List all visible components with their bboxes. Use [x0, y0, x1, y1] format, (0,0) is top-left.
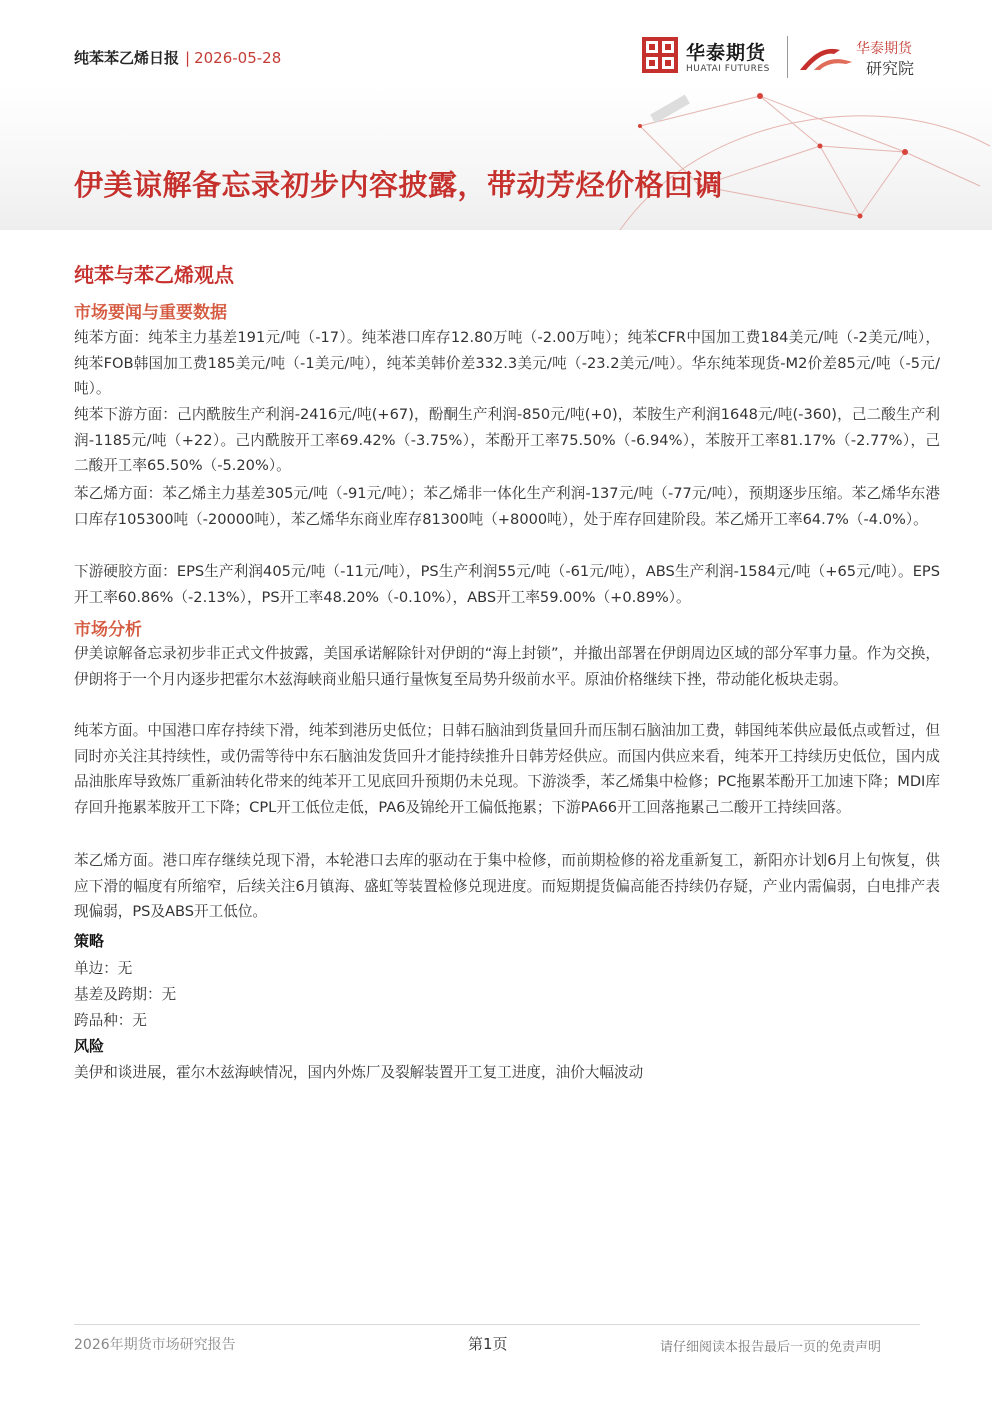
title-banner	[0, 86, 992, 230]
strategy-heading: 策略	[74, 932, 105, 950]
section-title: 纯苯与苯乙烯观点	[74, 263, 234, 287]
strategy-cross-variety: 跨品种：无	[74, 1012, 147, 1029]
report-header	[74, 47, 281, 68]
footer-divider	[74, 1324, 920, 1325]
news-paragraph-benzene: 纯苯方面：纯苯主力基差191元/吨（-17）。纯苯港口库存12.80万吨（-2.00万吨）；纯苯CFR中国加工费184美元/吨（-2美元/吨），纯苯FOB韩国加工费185美元/吨（-1美元/吨），纯苯美韩价差332.3美元/吨（-23.2美元/吨）。华东纯苯现货-M2价差85元/吨（-5元/吨）。	[74, 329, 940, 398]
news-paragraph-benzene-downstream: 纯苯下游方面：己内酰胺生产利润-2416元/吨(+67)，酚酮生产利润-850元/吨(+0)，苯胺生产利润1648元/吨(-360)，己二酸生产利润-1185元/吨（+22）。己内酰胺开工率69.42%（-3.75%），苯酚开工率75.50%（-6.94%），苯胺开工率81.17%（-2.77%），己二酸开工率65.50%（-5.20%）。	[74, 406, 940, 475]
news-paragraph-styrene: 苯乙烯方面：苯乙烯主力基差305元/吨（-91元/吨）；苯乙烯非一体化生产利润-137元/吨（-77元/吨），预期逐步压缩。苯乙烯华东港口库存105300吨（-20000吨），苯乙烯华东商业库存81300吨（+8000吨），处于库存回建阶段。苯乙烯开工率64.7%（-4.0%）。	[74, 485, 940, 528]
strategy-basis-spread: 基差及跨期：无	[74, 986, 177, 1003]
research-institute-logo	[796, 34, 926, 80]
disclaimer-note: 请仔细阅读本报告最后一页的免责声明	[660, 1340, 882, 1355]
logo-name-cn: 华泰期货	[686, 42, 767, 64]
analysis-paragraph-benzene: 纯苯方面。中国港口库存持续下滑，纯苯到港历史低位；日韩石脑油到货量回升而压制石脑油加工费，韩国纯苯供应最低点或暂过，但同时亦关注其持续性，或仍需等待中东石脑油发货回升才能持续推升日韩芳烃供应。而国内供应来看，纯苯开工持续历史低位，国内成品油胀库导致炼厂重新油转化带来的纯苯开工见底回升预期仍未兑现。下游淡季，苯乙烯集中检修；PC拖累苯酚开工加速下降；MDI库存回升拖累苯胺开工下降；CPL开工低位走低，PA6及锦纶开工偏低拖累；下游PA66开工回落拖累己二酸开工持续回落。	[74, 722, 940, 817]
logo-divider	[787, 36, 788, 78]
page-title: 伊美谅解备忘录初步内容披露，带动芳烃价格回调	[74, 168, 724, 202]
logo-name-en: HUATAI FUTURES	[686, 64, 770, 74]
analysis-paragraph-styrene: 苯乙烯方面。港口库存继续兑现下滑，本轮港口去库的驱动在于集中检修，而前期检修的裕龙重新复工，新阳亦计划6月上旬恢复，供应下滑的幅度有所缩窄，后续关注6月镇海、盛虹等装置检修兑现进度。而短期提货偏高能否持续仍存疑，产业内需偏弱，白电排产表现偏弱，PS及ABS开工低位。	[74, 852, 940, 921]
research-logo-line2: 研究院	[866, 59, 915, 78]
strategy-single-side: 单边：无	[74, 960, 133, 977]
risk-text: 美伊和谈进展，霍尔木兹海峡情况，国内外炼厂及裂解装置开工复工进度，油价大幅波动	[74, 1064, 644, 1081]
huatai-futures-logo	[642, 37, 782, 81]
research-logo-line1: 华泰期货	[856, 41, 912, 57]
report-date: 2026-05-28	[194, 49, 282, 67]
page-number: 第1页	[468, 1335, 508, 1353]
header-separator: |	[185, 49, 191, 67]
footer-report-label: 2026年期货市场研究报告	[74, 1337, 236, 1353]
network-graphic	[0, 86, 992, 230]
analysis-paragraph-geopolitics: 伊美谅解备忘录初步非正式文件披露，美国承诺解除针对伊朗的“海上封锁”，并撤出部署在伊朗周边区域的部分军事力量。作为交换，伊朗将于一个月内逐步把霍尔木兹海峡商业船只通行量恢复至局势升级前水平。原油价格继续下挫，带动能化板块走弱。	[74, 645, 940, 688]
news-heading: 市场要闻与重要数据	[74, 303, 227, 323]
analysis-heading: 市场分析	[74, 620, 142, 640]
report-name: 纯苯苯乙烯日报	[74, 49, 180, 67]
huatai-logo-icon	[642, 37, 678, 73]
risk-heading: 风险	[74, 1037, 105, 1055]
news-paragraph-hard-plastics: 下游硬胶方面：EPS生产利润405元/吨（-11元/吨），PS生产利润55元/吨（-61元/吨），ABS生产利润-1584元/吨（+65元/吨）。EPS开工率60.86%（-2.13%），PS开工率48.20%（-0.10%），ABS开工率59.00%（+0.89%）。	[74, 563, 940, 606]
research-swoosh-icon	[796, 40, 856, 76]
